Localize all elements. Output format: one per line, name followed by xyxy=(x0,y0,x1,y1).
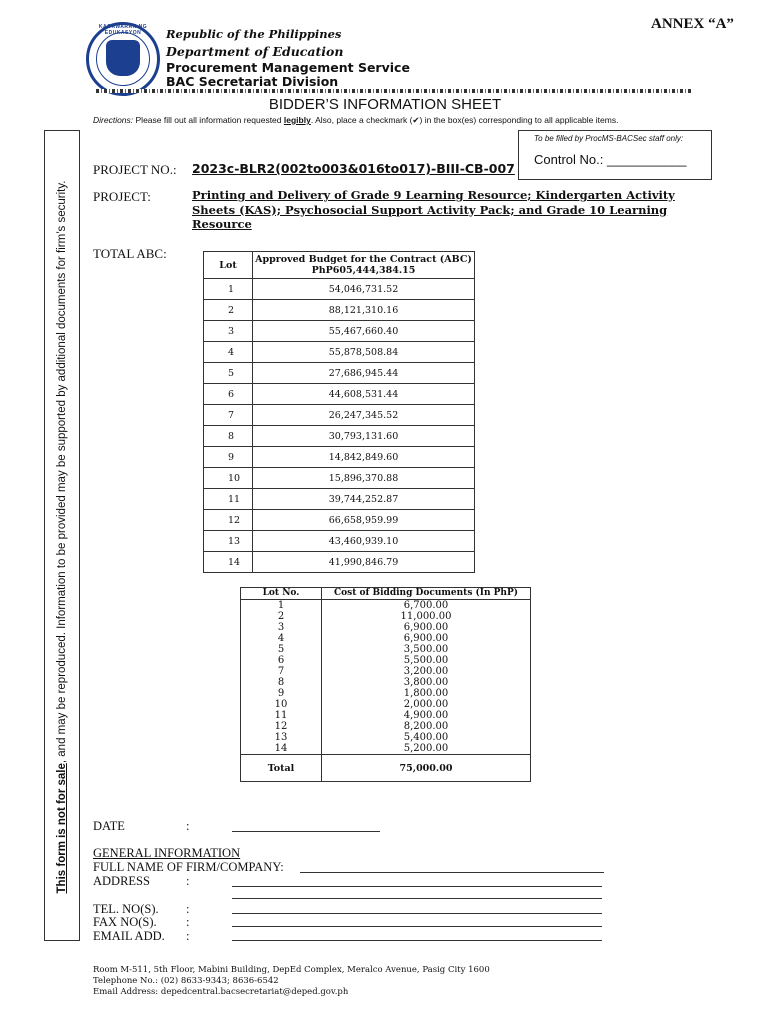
footer-line2: Telephone No.: (02) 8633-9343; 8636-6542 xyxy=(93,976,279,986)
footer-line1: Room M-511, 5th Floor, Mabini Building, DepEd Complex, Meralco Avenue, Pasig City 1600 xyxy=(93,965,490,975)
cost-row xyxy=(241,721,531,732)
cost-total-label: Total xyxy=(241,755,322,782)
email-field[interactable] xyxy=(232,940,602,941)
abc-value-cell: 15,896,370.88 xyxy=(253,468,475,489)
abc-lot-cell: 11 xyxy=(204,489,253,510)
cost-row xyxy=(241,743,531,755)
date-label: DATE xyxy=(93,819,125,833)
fax-label: FAX NO(S). xyxy=(93,915,157,929)
abc-row xyxy=(204,342,475,363)
date-field[interactable] xyxy=(232,831,380,832)
cost-row xyxy=(241,622,531,633)
abc-row xyxy=(204,489,475,510)
date-colon: : xyxy=(186,819,190,833)
abc-row xyxy=(204,363,475,384)
project-value: Printing and Delivery of Grade 9 Learning Resource; Kindergarten Activity Sheets (KAS); Psychosocial Support Activity Pack; and Grade 10 Learning Resource xyxy=(192,188,675,231)
cost-value-cell: 3,200.00 xyxy=(322,666,531,677)
cost-lot-cell: 6 xyxy=(241,655,322,666)
abc-value-cell: 41,990,846.79 xyxy=(253,552,475,573)
abc-row xyxy=(204,531,475,552)
address-field-line2[interactable] xyxy=(232,898,602,899)
abc-value-cell: 55,878,508.84 xyxy=(253,342,475,363)
cost-lot-cell: 5 xyxy=(241,644,322,655)
abc-value-cell: 66,658,959.99 xyxy=(253,510,475,531)
cost-value-cell: 4,900.00 xyxy=(322,710,531,721)
directions-text-b: . Also, place a checkmark (✔) in the box(es) corresponding to all applicable items. xyxy=(310,115,619,125)
cost-lot-cell: 3 xyxy=(241,622,322,633)
cost-value-cell: 11,000.00 xyxy=(322,611,531,622)
cost-row xyxy=(241,710,531,721)
cost-row xyxy=(241,688,531,699)
abc-row xyxy=(204,405,475,426)
abc-row xyxy=(204,300,475,321)
division-heading: BAC Secretariat Division xyxy=(166,74,339,89)
abc-value-cell: 88,121,310.16 xyxy=(253,300,475,321)
abc-lot-cell: 10 xyxy=(204,468,253,489)
abc-lot-cell: 8 xyxy=(204,426,253,447)
cost-value-cell: 5,400.00 xyxy=(322,732,531,743)
abc-lot-cell: 2 xyxy=(204,300,253,321)
abc-row xyxy=(204,552,475,573)
cost-value-cell: 3,500.00 xyxy=(322,644,531,655)
project-no-label: PROJECT NO.: xyxy=(93,162,177,177)
abc-lot-cell: 1 xyxy=(204,279,253,300)
cost-value-cell: 5,200.00 xyxy=(322,743,531,755)
firm-name-field[interactable] xyxy=(300,872,604,873)
footer-address xyxy=(93,965,490,998)
abc-value-cell: 26,247,345.52 xyxy=(253,405,475,426)
cost-value-cell: 8,200.00 xyxy=(322,721,531,732)
abc-value-cell: 39,744,252.87 xyxy=(253,489,475,510)
abc-row xyxy=(204,468,475,489)
cost-value-cell: 6,700.00 xyxy=(322,600,531,612)
directions-text-a: Please fill out all information requested xyxy=(133,115,284,125)
firm-name-label: FULL NAME OF FIRM/COMPANY: xyxy=(93,860,284,874)
abc-header-row xyxy=(204,252,475,279)
directions-text xyxy=(93,115,618,126)
abc-value-cell: 44,608,531.44 xyxy=(253,384,475,405)
cost-header-cost: Cost of Bidding Documents (In PhP) xyxy=(322,588,531,600)
total-abc-label: TOTAL ABC: xyxy=(93,246,167,261)
footer-line3: Email Address: depedcentral.bacsecretariat@deped.gov.ph xyxy=(93,987,349,997)
abc-lot-cell: 13 xyxy=(204,531,253,552)
abc-lot-cell: 14 xyxy=(204,552,253,573)
cost-lot-cell: 1 xyxy=(241,600,322,612)
project-label: PROJECT: xyxy=(93,189,151,204)
abc-row xyxy=(204,426,475,447)
directions-legibly: legibly xyxy=(283,115,311,125)
cost-row xyxy=(241,611,531,622)
side-note-rest: , and may be reproduced. Information to be provided may be supported by additional documents for firm’s security. xyxy=(56,180,68,764)
cost-table xyxy=(240,587,531,782)
page-title: BIDDER’S INFORMATION SHEET xyxy=(268,96,502,113)
abc-row xyxy=(204,384,475,405)
project-no-value: 2023c-BLR2(002to003&016to017)-BIII-CB-007 xyxy=(192,161,515,176)
cost-row xyxy=(241,633,531,644)
email-label: EMAIL ADD. xyxy=(93,929,165,943)
cost-total-row xyxy=(241,755,531,782)
side-note xyxy=(56,157,68,917)
address-field-line1[interactable] xyxy=(232,886,602,887)
abc-header-lot: Lot xyxy=(204,252,253,279)
cost-value-cell: 3,800.00 xyxy=(322,677,531,688)
cost-row xyxy=(241,600,531,612)
annex-label: ANNEX “A” xyxy=(651,16,734,32)
control-note: To be filled by ProcMS-BACSec staff only: xyxy=(534,134,684,143)
cost-row xyxy=(241,699,531,710)
abc-lot-cell: 5 xyxy=(204,363,253,384)
abc-lot-cell: 9 xyxy=(204,447,253,468)
cost-lot-cell: 10 xyxy=(241,699,322,710)
cost-value-cell: 1,800.00 xyxy=(322,688,531,699)
cost-header-row xyxy=(241,588,531,600)
cost-row xyxy=(241,644,531,655)
abc-value-cell: 27,686,945.44 xyxy=(253,363,475,384)
tel-label: TEL. NO(S). xyxy=(93,902,159,916)
side-note-bold: This form is not for sale xyxy=(56,763,68,894)
address-colon: : xyxy=(186,874,190,888)
abc-header-total: PhP605,444,384.15 xyxy=(311,265,416,276)
tel-colon: : xyxy=(186,902,190,916)
abc-header-cell xyxy=(253,252,475,279)
deped-seal-logo xyxy=(86,22,160,96)
general-info-heading: GENERAL INFORMATION xyxy=(93,846,241,860)
cost-lot-cell: 11 xyxy=(241,710,322,721)
fax-colon: : xyxy=(186,915,190,929)
cost-lot-cell: 7 xyxy=(241,666,322,677)
cost-value-cell: 5,500.00 xyxy=(322,655,531,666)
department-heading: Department of Education xyxy=(166,44,344,59)
control-number-field[interactable]: Control No.: ___________ xyxy=(534,152,687,167)
cost-lot-cell: 2 xyxy=(241,611,322,622)
abc-lot-cell: 7 xyxy=(204,405,253,426)
cost-row xyxy=(241,677,531,688)
abc-row xyxy=(204,510,475,531)
cost-value-cell: 6,900.00 xyxy=(322,633,531,644)
abc-header-title: Approved Budget for the Contract (ABC) xyxy=(255,254,472,265)
abc-lot-cell: 4 xyxy=(204,342,253,363)
abc-value-cell: 30,793,131.60 xyxy=(253,426,475,447)
cost-lot-cell: 12 xyxy=(241,721,322,732)
cost-total-value: 75,000.00 xyxy=(322,755,531,782)
cost-lot-cell: 4 xyxy=(241,633,322,644)
cost-value-cell: 6,900.00 xyxy=(322,622,531,633)
abc-value-cell: 54,046,731.52 xyxy=(253,279,475,300)
abc-lot-cell: 12 xyxy=(204,510,253,531)
abc-value-cell: 43,460,939.10 xyxy=(253,531,475,552)
republic-heading: Republic of the Philippines xyxy=(166,27,342,41)
abc-lot-cell: 3 xyxy=(204,321,253,342)
service-heading: Procurement Management Service xyxy=(166,60,410,75)
fax-field[interactable] xyxy=(232,926,602,927)
abc-row xyxy=(204,279,475,300)
cost-row xyxy=(241,666,531,677)
cost-row xyxy=(241,655,531,666)
cost-value-cell: 2,000.00 xyxy=(322,699,531,710)
seal-ring-text: KAGAWARAN NG EDUKASYON xyxy=(98,24,148,36)
cost-lot-cell: 14 xyxy=(241,743,322,755)
abc-value-cell: 55,467,660.40 xyxy=(253,321,475,342)
abc-row xyxy=(204,321,475,342)
cost-lot-cell: 8 xyxy=(241,677,322,688)
cost-header-lot: Lot No. xyxy=(241,588,322,600)
cost-row xyxy=(241,732,531,743)
address-label: ADDRESS xyxy=(93,874,150,888)
abc-table xyxy=(203,251,475,573)
directions-lead: Directions: xyxy=(93,115,134,125)
abc-lot-cell: 6 xyxy=(204,384,253,405)
abc-row xyxy=(204,447,475,468)
abc-value-cell: 14,842,849.60 xyxy=(253,447,475,468)
email-colon: : xyxy=(186,929,190,943)
cost-lot-cell: 13 xyxy=(241,732,322,743)
tel-field[interactable] xyxy=(232,913,602,914)
ornament-divider xyxy=(96,89,692,93)
cost-lot-cell: 9 xyxy=(241,688,322,699)
